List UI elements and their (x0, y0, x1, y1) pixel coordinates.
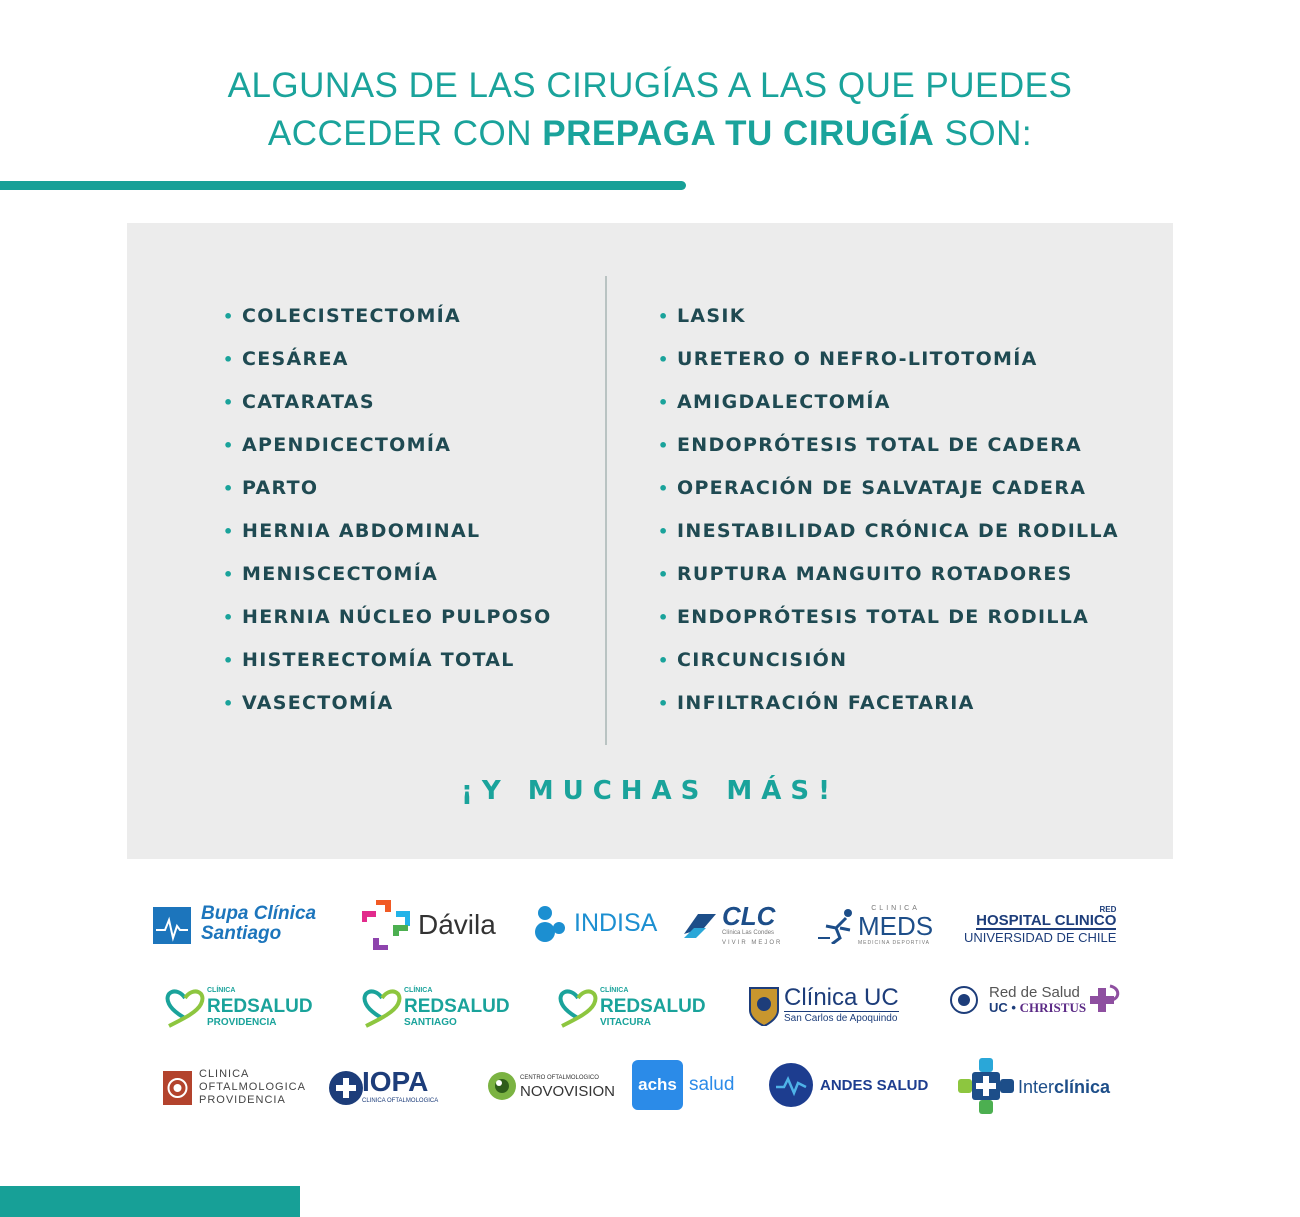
clc-subtitle: Clínica Las Condes (722, 930, 775, 936)
surgery-name: INESTABILIDAD CRÓNICA DE RODILLA (677, 520, 1119, 542)
surgery-list-item (223, 596, 552, 639)
bullet-icon: • (658, 350, 670, 369)
surgery-name: INFILTRACIÓN FACETARIA (677, 692, 975, 714)
interclinica-logo (956, 1056, 1110, 1118)
bullet-icon: • (658, 307, 670, 326)
title-line-2-end: SON: (934, 114, 1033, 153)
meds-top-text: CLINICA (871, 905, 920, 912)
redsalud-santiago-logo (360, 985, 510, 1029)
bullet-icon: • (223, 522, 235, 541)
clinica-uc-text: Clínica UC (784, 984, 899, 1011)
redsalud-stgo-text: REDSALUD (404, 996, 510, 1017)
surgery-list-item (658, 510, 1119, 553)
surgery-name: CESÁREA (242, 348, 349, 370)
title-line-1: ALGUNAS DE LAS CIRUGÍAS A LAS QUE PUEDES (227, 66, 1073, 105)
indisa-logo (534, 904, 657, 942)
christus-separator: • (1011, 1000, 1016, 1015)
bupa-heartbeat-icon (153, 904, 193, 944)
iopa-subtitle: CLINICA OFTALMOLOGICA (362, 1098, 439, 1104)
surgery-name: VASECTOMÍA (242, 692, 394, 714)
surgery-list-item (658, 338, 1119, 381)
surgery-name: COLECISTECTOMÍA (242, 305, 462, 327)
clinica-uc-subtitle: San Carlos de Apoquindo (784, 1013, 898, 1024)
surgery-name: CIRCUNCISIÓN (677, 649, 848, 671)
surgery-name: ENDOPRÓTESIS TOTAL DE RODILLA (677, 606, 1090, 628)
bullet-icon: • (223, 694, 235, 713)
oftalmo-eye-icon (163, 1070, 193, 1106)
novovision-top-text: CENTRO OFTALMOLOGICO (520, 1075, 599, 1081)
surgery-list-item (223, 424, 552, 467)
redsalud-stgo-sub: SANTIAGO (404, 1017, 457, 1028)
surgery-list-item (223, 682, 552, 725)
bullet-icon: • (223, 651, 235, 670)
bullet-icon: • (658, 393, 670, 412)
iopa-logo (326, 1068, 438, 1106)
hospital-clinico-logo (964, 906, 1116, 946)
achs-salud-logo (632, 1060, 734, 1110)
redsalud-vit-text: REDSALUD (600, 996, 706, 1017)
davila-logo (362, 900, 496, 950)
bullet-icon: • (223, 565, 235, 584)
meds-logo (816, 904, 933, 948)
surgery-name: APENDICECTOMÍA (242, 434, 452, 456)
bullet-icon: • (223, 350, 235, 369)
indisa-text: INDISA (574, 908, 658, 937)
bupa-clinica-santiago-logo (153, 904, 316, 944)
title-line-2-start: ACCEDER CON (267, 114, 543, 153)
bullet-icon: • (223, 608, 235, 627)
hospital-university-text: UNIVERSIDAD DE CHILE (964, 930, 1117, 945)
bupa-line-1: Bupa Clínica (201, 903, 317, 924)
surgery-list-item (658, 553, 1119, 596)
achs-salud-text: salud (689, 1074, 735, 1095)
redsalud-heart-icon (360, 986, 404, 1028)
surgery-name: HERNIA NÚCLEO PULPOSO (242, 606, 552, 628)
more-surgeries-text: ¡Y MUCHAS MÁS! (460, 776, 840, 806)
surgery-list-item (658, 424, 1119, 467)
clc-tagline: VIVIR MEJOR (722, 940, 783, 946)
surgery-list-item (223, 639, 552, 682)
interclinica-cross-icon (956, 1056, 1018, 1118)
surgery-name: OPERACIÓN DE SALVATAJE CADERA (677, 477, 1087, 499)
title-line-2-brand: PREPAGA TU CIRUGÍA (542, 114, 935, 153)
oftalmo-line-2: OFTALMOLOGICA (199, 1081, 306, 1093)
surgery-list-item (658, 381, 1119, 424)
interclinica-inter: Inter (1018, 1076, 1055, 1097)
surgery-name: URETERO O NEFRO-LITOTOMÍA (677, 348, 1038, 370)
redsalud-prov-sub: PROVIDENCIA (207, 1017, 277, 1028)
surgery-name: RUPTURA MANGUITO ROTADORES (677, 563, 1073, 585)
uc-crest-icon (748, 986, 780, 1026)
bupa-line-2: Santiago (201, 923, 282, 944)
surgery-list-item (658, 682, 1119, 725)
surgery-list-item (658, 467, 1119, 510)
redsalud-prov-top: CLÍNICA (207, 987, 236, 994)
uc-seal-icon (949, 982, 979, 1018)
surgery-list-item (658, 295, 1119, 338)
christus-red-de-salud: Red de Salud (989, 984, 1080, 1001)
column-divider (605, 276, 607, 745)
redsalud-heart-icon (163, 986, 207, 1028)
redsalud-vitacura-logo (556, 985, 706, 1029)
andes-salud-text: ANDES SALUD (820, 1076, 929, 1094)
red-salud-uc-christus-logo (949, 982, 1122, 1018)
bullet-icon: • (658, 565, 670, 584)
hospital-red-text: RED (1099, 905, 1117, 914)
surgery-list-item (223, 553, 552, 596)
meds-subtitle: MEDICINA DEPORTIVA (858, 940, 930, 946)
meds-text: MEDS (858, 911, 934, 941)
surgery-name: CATARATAS (242, 391, 375, 413)
hospital-text: HOSPITAL CLINICO (976, 912, 1117, 929)
redsalud-providencia-logo (163, 985, 313, 1029)
surgeries-list-left (223, 295, 552, 725)
surgeries-list-right (658, 295, 1119, 725)
davila-text: Dávila (418, 909, 496, 940)
redsalud-heart-icon (556, 986, 600, 1028)
surgery-list-item (658, 596, 1119, 639)
redsalud-vit-top: CLÍNICA (600, 987, 629, 994)
surgery-name: MENISCECTOMÍA (242, 563, 439, 585)
bullet-icon: • (658, 522, 670, 541)
surgery-name: AMIGDALECTOMÍA (677, 391, 891, 413)
top-accent-bar (0, 181, 686, 190)
indisa-figure-icon (534, 904, 570, 942)
bullet-icon: • (223, 307, 235, 326)
novovision-logo (486, 1070, 615, 1102)
surgeries-panel (127, 223, 1173, 859)
surgery-name: HISTERECTOMÍA TOTAL (242, 649, 515, 671)
bullet-icon: • (658, 608, 670, 627)
meds-runner-icon (816, 908, 858, 944)
achs-badge: achs (632, 1060, 683, 1110)
redsalud-prov-text: REDSALUD (207, 996, 313, 1017)
surgery-list-item (223, 381, 552, 424)
oftalmo-line-3: PROVIDENCIA (199, 1094, 286, 1106)
bullet-icon: • (223, 393, 235, 412)
davila-cross-icon (362, 900, 410, 950)
surgery-name: PARTO (242, 477, 319, 499)
bullet-icon: • (223, 436, 235, 455)
clc-logo (680, 901, 783, 948)
surgery-list-item (223, 338, 552, 381)
surgery-name: LASIK (677, 305, 746, 327)
title-line-2 (0, 110, 1300, 158)
oftalmo-line-1: CLINICA (199, 1068, 250, 1080)
surgery-list-item (223, 295, 552, 338)
redsalud-vit-sub: VITACURA (600, 1017, 651, 1028)
surgery-list-item (223, 467, 552, 510)
surgery-list-item (223, 510, 552, 553)
clc-text: CLC (722, 901, 776, 931)
bullet-icon: • (223, 479, 235, 498)
redsalud-stgo-top: CLÍNICA (404, 987, 433, 994)
christus-uc: UC (989, 1000, 1008, 1015)
bullet-icon: • (658, 694, 670, 713)
surgery-name: ENDOPRÓTESIS TOTAL DE CADERA (677, 434, 1083, 456)
christus-text: CHRISTUS (1019, 1000, 1087, 1015)
interclinica-clinica: clínica (1054, 1076, 1111, 1097)
clinica-uc-logo (748, 985, 899, 1026)
iopa-text: IOPA (362, 1066, 429, 1097)
andes-salud-logo (768, 1062, 928, 1108)
bullet-icon: • (658, 479, 670, 498)
andes-pulse-icon (768, 1062, 814, 1108)
novovision-eye-icon (486, 1070, 518, 1102)
bottom-accent-bar (0, 1186, 300, 1217)
surgery-name: HERNIA ABDOMINAL (242, 520, 481, 542)
bullet-icon: • (658, 436, 670, 455)
christus-cross-icon (1088, 984, 1122, 1016)
clc-swoosh-icon (680, 908, 720, 944)
surgery-list-item (658, 639, 1119, 682)
bullet-icon: • (658, 651, 670, 670)
clinica-oftalmologica-providencia-logo (163, 1068, 306, 1107)
novovision-text: NOVOVISION (520, 1083, 616, 1100)
page-title (0, 62, 1300, 158)
